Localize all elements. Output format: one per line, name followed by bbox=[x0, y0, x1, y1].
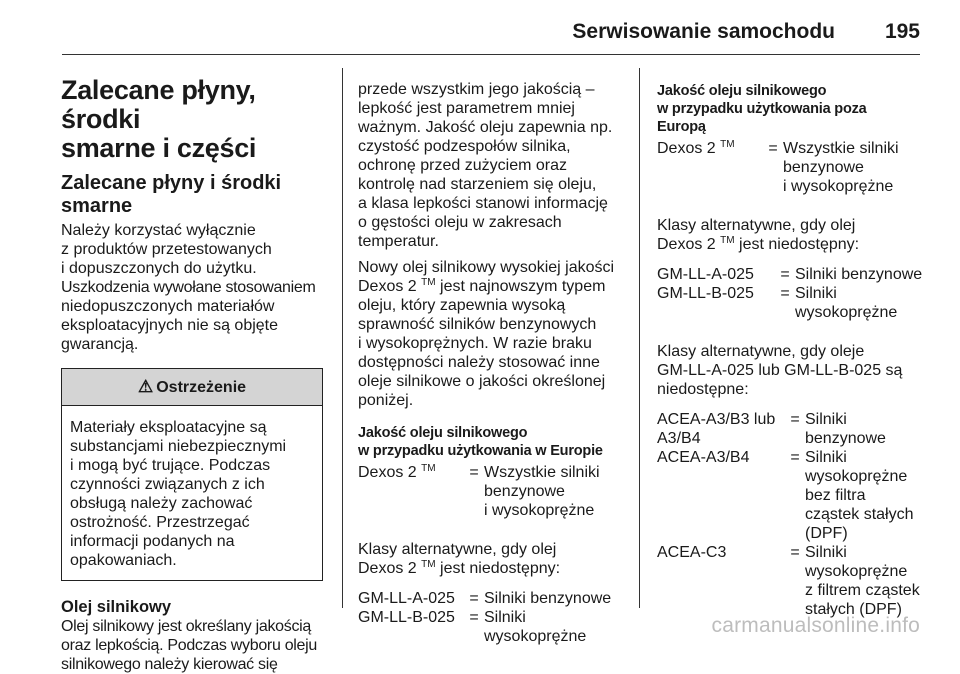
oil-quality-paragraph: przede wszystkim jego jakością – lepkość jest parametrem mniej ważnym. Jakość oleju zapewnia np. czystość podzespołów silnika, ochronę przed zużyciem oraz kontrolę nad starzeniem się oleju, a klasa lepkości stanowi informację o gęstości oleju w zakresach temperatur. bbox=[358, 81, 613, 250]
column-divider bbox=[639, 68, 640, 608]
alt-paragraph: Klasy alternatywne, gdy olej Dexos 2 ™ jest niedostępny: bbox=[358, 541, 561, 577]
page-number: 195 bbox=[884, 20, 920, 43]
warning-header bbox=[62, 369, 322, 406]
europe-heading: Jakość oleju silnikowego w przypadku użytkowania w Europie bbox=[358, 425, 603, 459]
alt-spec-table: GM-LL-A-025 = Silniki benzynowe GM-LL-B-025 = Silniki wysokoprężne bbox=[358, 590, 612, 645]
dexos-paragraph: Nowy olej silnikowy wysokiej jakości Dexos 2 ™ jest najnowszym typem oleju, który zapewnia wysoką sprawność silników benzynowych i wysokoprężnych. W razie braku dostępności należy stosować inne oleje silnikowe o jakości określonej poniżej. bbox=[358, 259, 615, 409]
dexos-spec-table: Dexos 2 ™ = Wszystkie silniki benzynowe i wysokoprężne bbox=[657, 139, 899, 195]
alt2-paragraph: Klasy alternatywne, gdy oleje GM-LL-A-025 lub GM-LL-B-025 są niedostępne: bbox=[657, 343, 903, 398]
page-header bbox=[62, 14, 920, 55]
header-title: Serwisowanie samochodu bbox=[572, 20, 835, 43]
spec-label: Dexos 2 ™ bbox=[358, 463, 436, 481]
oil-paragraph: Olej silnikowy jest określany jakością oraz lepkością. Podczas wyboru oleju silnikowego należy kierować się bbox=[61, 618, 318, 673]
dexos-spec-table: Dexos 2 ™ = Wszystkie silniki benzynowe i wysokoprężne bbox=[358, 463, 628, 520]
intro-paragraph: Należy korzystać wyłącznie z produktów przetestowanych i dopuszczonych do użytku. Uszkodzenia wywołane stosowaniem niedopuszczonych materiałów eksploatacyjnych nie są objęte gwarancją. bbox=[61, 222, 316, 353]
alt-paragraph: Klasy alternatywne, gdy olej Dexos 2 ™ jest niedostępny: bbox=[657, 217, 860, 253]
spec-value: Wszystkie silniki benzynowe i wysokoprężne bbox=[484, 464, 600, 519]
outside-europe-heading: Jakość oleju silnikowego w przypadku użytkowania poza Europą bbox=[657, 83, 867, 135]
column-3 bbox=[657, 82, 927, 639]
oil-heading: Olej silnikowy bbox=[61, 598, 172, 616]
column-1 bbox=[61, 76, 331, 674]
warning-triangle-icon: ⚠ bbox=[137, 377, 154, 396]
column-divider bbox=[342, 68, 343, 608]
alt-spec-table: GM-LL-A-025 = Silniki benzynowe GM-LL-B-025 = Silniki wysokoprężne bbox=[657, 266, 923, 321]
section-heading: Zalecane płyny, środki smarne i części bbox=[61, 75, 257, 163]
column-2 bbox=[358, 80, 628, 666]
warning-box bbox=[61, 368, 323, 581]
acea-spec-table: ACEA-A3/B3 lub A3/B4 = Silniki benzynowe ACEA-A3/B4 = Silniki wysokoprężne bez filtra cząstek stałych (DPF) ACEA-C3 = Silniki wysokoprężne z filtrem cząstek stałych (DPF) bbox=[657, 411, 920, 618]
warning-text: Materiały eksploatacyjne są substancjami niebezpiecznymi i mogą być trujące. Podczas czynności związanych z ich obsługą należy zachować ostrożność. Przestrzegać informacji podanych na opakowaniach. bbox=[70, 419, 287, 569]
subsection-heading: Zalecane płyny i środki smarne bbox=[61, 172, 282, 217]
warning-title: Ostrzeżenie bbox=[156, 379, 247, 396]
watermark: carmanualsonline.info bbox=[711, 614, 920, 637]
